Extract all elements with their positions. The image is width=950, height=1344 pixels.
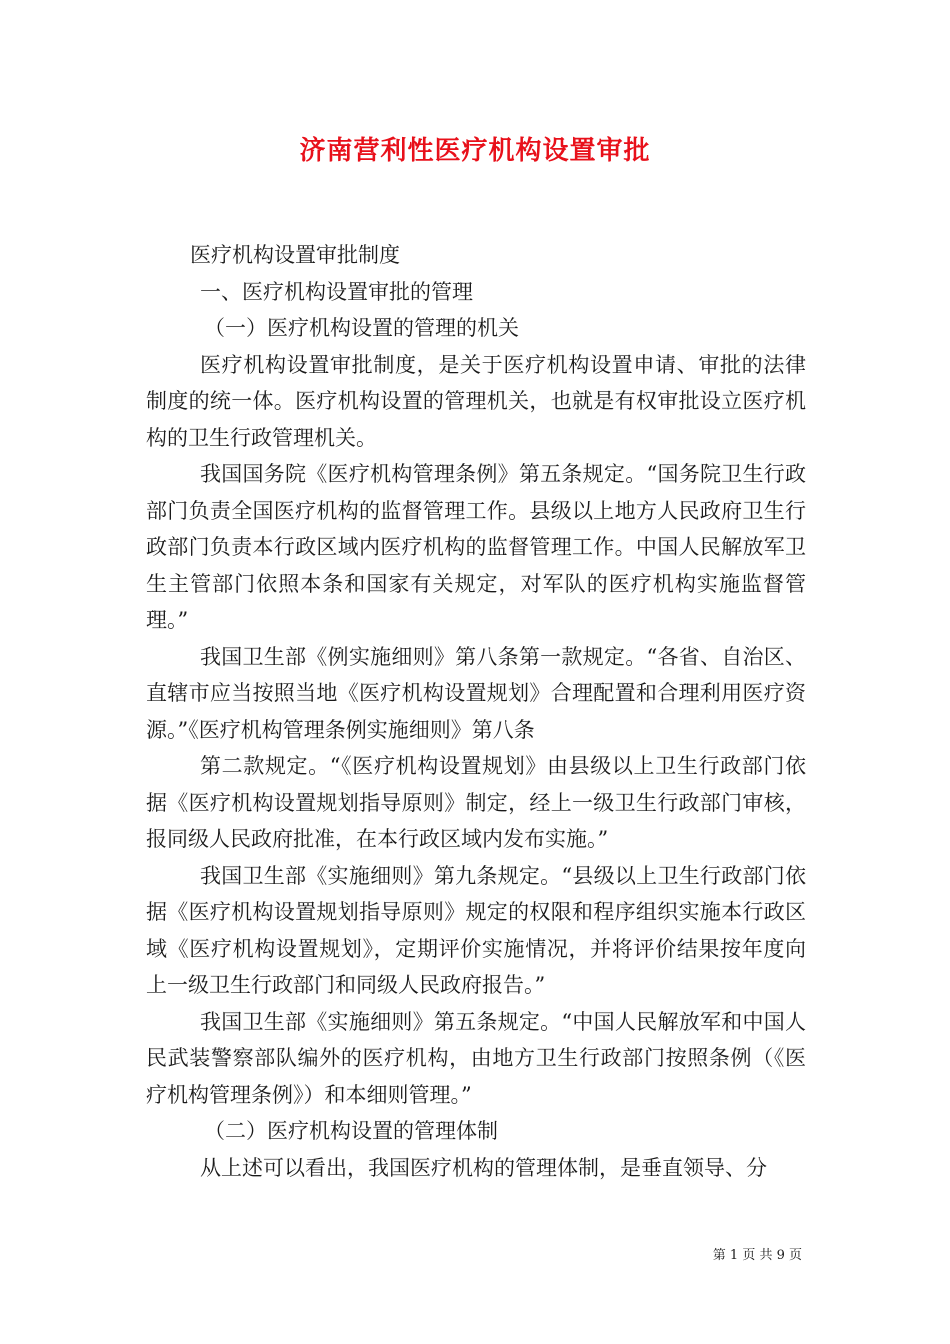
section-heading: 医疗机构设置审批制度 <box>190 243 400 267</box>
section-heading: 一、医疗机构设置审批的管理 <box>200 279 473 304</box>
body-paragraph: 第二款规定。“《医疗机构设置规划》由县级以上卫生行政部门依据《医疗机构设置规划指导原则》制定，经上一级卫生行政部门审核，报同级人民政府批准，在本行政区域内发布实施。” <box>146 754 806 851</box>
subsection-heading: （二）医疗机构设置的管理体制 <box>204 1119 498 1143</box>
body-paragraph: 从上述可以看出，我国医疗机构的管理体制，是垂直领导、分 <box>200 1155 767 1180</box>
body-paragraph: 我国卫生部《实施细则》第九条规定。“县级以上卫生行政部门依据《医疗机构设置规划指导原则》规定的权限和程序组织实施本行政区域《医疗机构设置规划》，定期评价实施情况，并将评价结果按年度向上一级卫生行政部门和同级人民政府报告。” <box>146 863 806 997</box>
body-paragraph: 我国卫生部《例实施细则》第八条第一款规定。“各省、自治区、直辖市应当按照当地《医疗机构设置规划》合理配置和合理利用医疗资源。”《医疗机构管理条例实施细则》第八条 <box>146 644 806 742</box>
page-number: 第 1 页 共 9 页 <box>712 1248 802 1263</box>
subsection-heading: （一）医疗机构设置的管理的机关 <box>204 316 519 340</box>
document-title: 济南营利性医疗机构设置审批 <box>299 136 651 166</box>
document-body <box>146 237 806 1186</box>
body-paragraph: 我国国务院《医疗机构管理条例》第五条规定。“国务院卫生行政部门负责全国医疗机构的监督管理工作。县级以上地方人民政府卫生行政部门负责本行政区域内医疗机构的监督管理工作。中国人民解放军卫生主管部门依照本条和国家有关规定，对军队的医疗机构实施监督管理。” <box>146 462 806 632</box>
body-paragraph: 我国卫生部《实施细则》第五条规定。“中国人民解放军和中国人民武装警察部队编外的医疗机构，由地方卫生行政部门按照条例（《医疗机构管理条例》）和本细则管理。” <box>146 1009 806 1107</box>
body-paragraph: 医疗机构设置审批制度，是关于医疗机构设置申请、审批的法律制度的统一体。医疗机构设置的管理机关，也就是有权审批设立医疗机构的卫生行政管理机关。 <box>146 352 806 450</box>
